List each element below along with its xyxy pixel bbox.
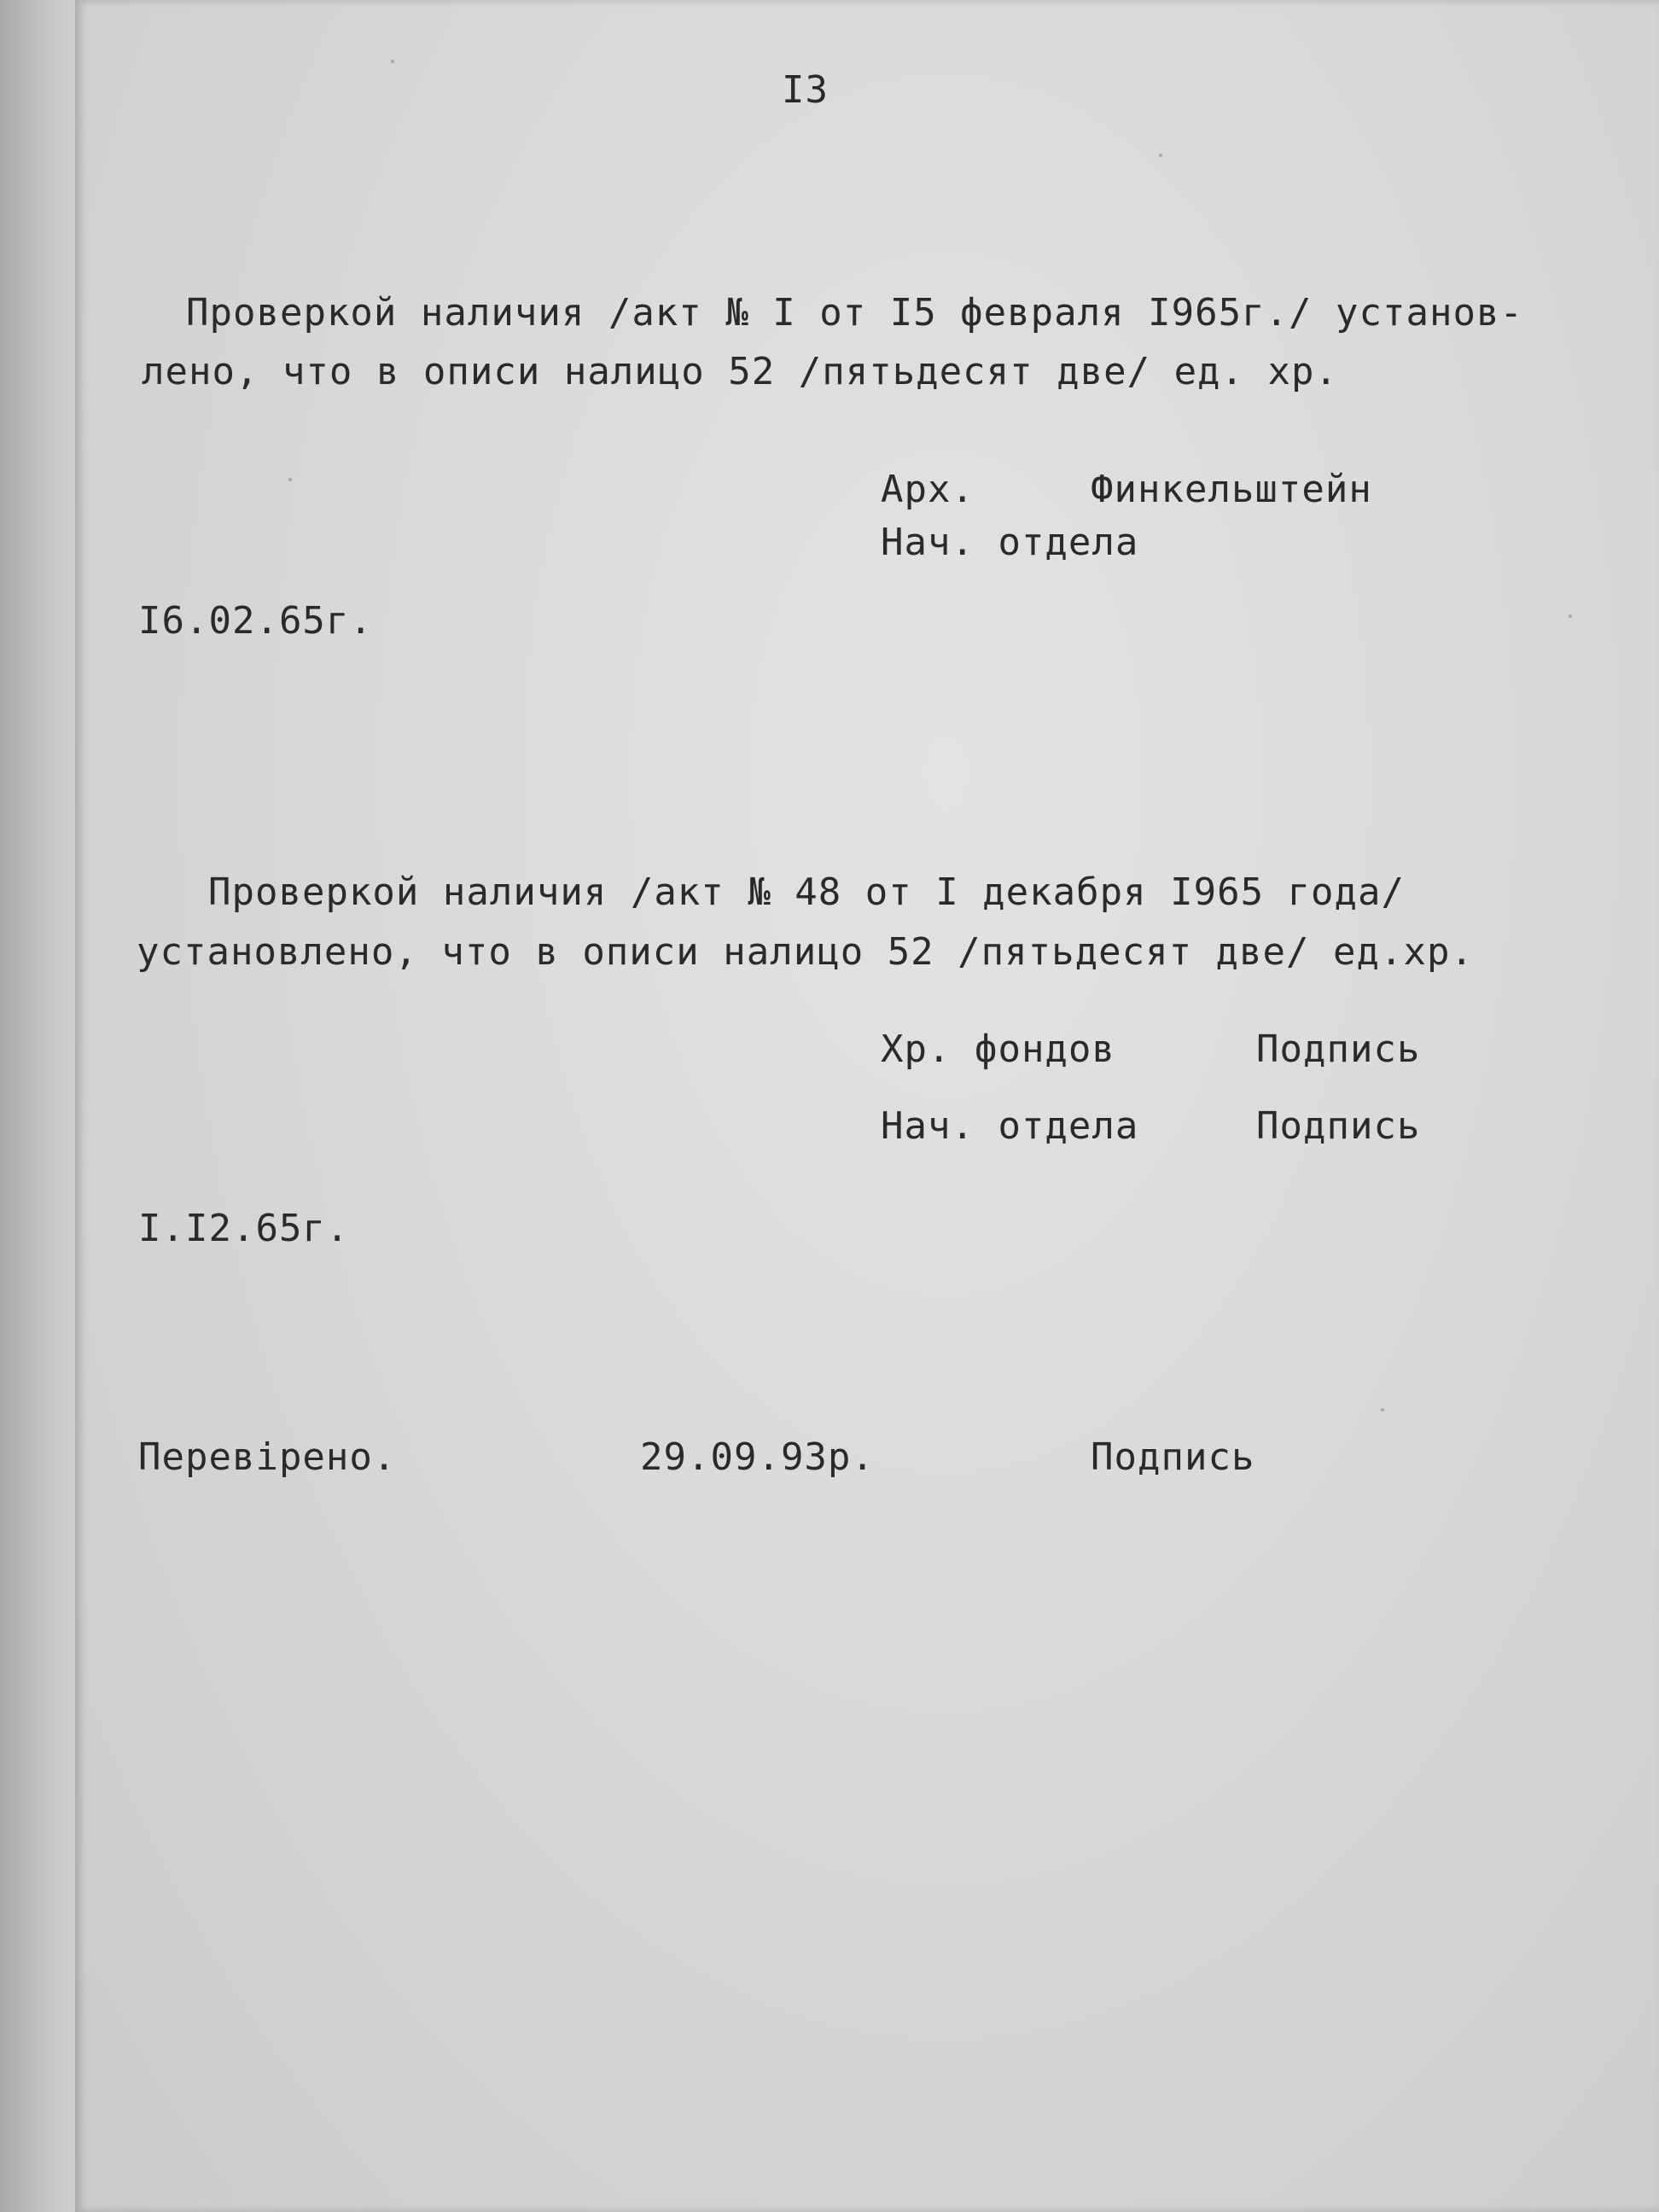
entry2-date: I.I2.65г. [138, 1207, 350, 1250]
page-left-edge [0, 0, 75, 2212]
entry1-signer1-name: Финкельштейн [1091, 468, 1372, 511]
entry2-signer1-signature: Подпись [1256, 1027, 1421, 1071]
verification-label: Перевірено. [138, 1435, 397, 1479]
entry2-line2: установлено, что в описи налицо 52 /пятьдесят две/ ед.хр. [137, 930, 1474, 974]
paper-speck [391, 60, 394, 63]
entry1-line1: Проверкой наличия /акт № I от I5 февраля I965г./ установ- [186, 291, 1523, 335]
paper-speck [288, 478, 292, 481]
entry1-signer2-title: Нач. отдела [881, 521, 1139, 564]
paper-speck [1569, 614, 1572, 618]
entry2-signer1-title: Хр. фондов [881, 1027, 1115, 1071]
paper-speck [1381, 1408, 1384, 1412]
page-number: I3 [782, 68, 829, 112]
entry2-signer2-title: Нач. отдела [881, 1104, 1139, 1148]
paper-speck [1159, 154, 1162, 157]
entry2-line1: Проверкой наличия /акт № 48 от I декабря I965 года/ [208, 870, 1406, 914]
entry1-date: I6.02.65г. [138, 599, 373, 643]
entry2-signer2-signature: Подпись [1256, 1104, 1421, 1148]
entry1-signer1-title: Арх. [881, 468, 975, 511]
verification-date: 29.09.93р. [640, 1435, 875, 1479]
entry1-line2: лено, что в описи налицо 52 /пятьдесят две/ ед. хр. [142, 350, 1339, 393]
verification-signature: Подпись [1091, 1435, 1255, 1479]
